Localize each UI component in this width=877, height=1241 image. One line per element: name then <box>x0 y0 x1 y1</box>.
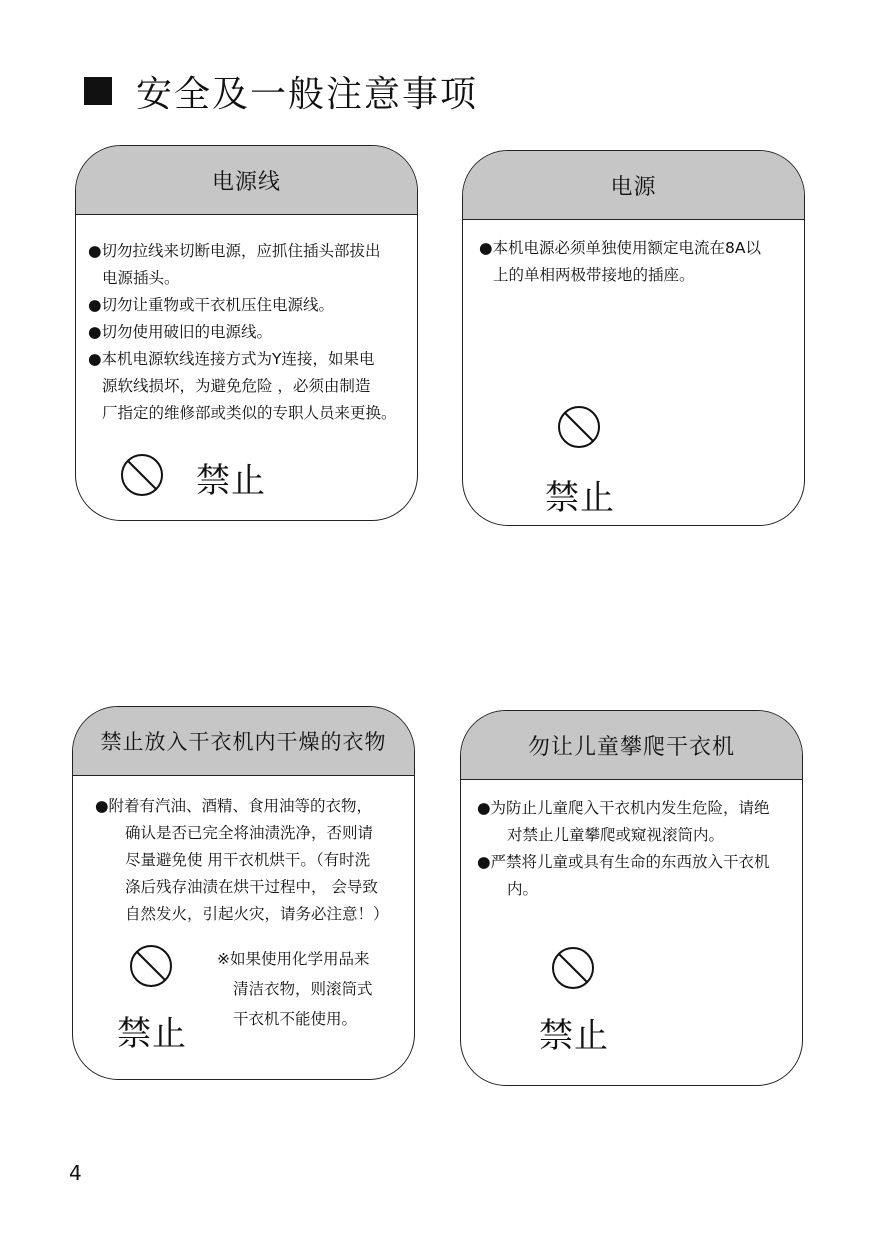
heading-square-icon <box>84 77 112 105</box>
list-item: ●为防止儿童爬入干衣机内发生危险，请绝 <box>477 799 770 817</box>
list-item-continuation: 源软线损坏，为避免危险 ，必须由制造 <box>102 377 371 395</box>
list-item-continuation: 自然发火，引起火灾，请务必注意！） <box>125 905 389 923</box>
list-item: ●附着有汽油、酒精、食用油等的衣物， <box>95 797 373 815</box>
list-item: ●本机电源必须单独使用额定电流在8A以 <box>479 239 761 257</box>
prohibit-label: 禁止 <box>545 478 615 518</box>
card-children-safety <box>460 710 803 1086</box>
note-line: ※如果使用化学用品来 <box>217 950 370 968</box>
card-title: 电源线 <box>76 146 417 215</box>
list-item: ●本机电源软线连接方式为Y连接，如果电 <box>88 350 375 368</box>
card-power-cord <box>75 145 418 521</box>
list-item: ●切勿使用破旧的电源线。 <box>88 323 273 341</box>
prohibit-circle-icon <box>557 405 601 449</box>
list-item: ●切勿拉线来切断电源，应抓住插头部拔出 <box>88 242 381 260</box>
page-number: 4 <box>69 1161 82 1185</box>
card-prohibited-clothes <box>72 706 415 1080</box>
list-item-continuation: 对禁止儿童攀爬或窥视滚筒内。 <box>507 826 725 844</box>
prohibit-label: 禁止 <box>117 1014 187 1054</box>
list-item: ●严禁将儿童或具有生命的东西放入干衣机 <box>477 853 770 871</box>
page-title: 安全及一般注意事项 <box>136 73 479 115</box>
list-item-continuation: 涤后残存油渍在烘干过程中， 会导致 <box>125 878 378 896</box>
card-title: 勿让儿童攀爬干衣机 <box>461 711 802 780</box>
list-item: ●切勿让重物或干衣机压住电源线。 <box>88 296 335 314</box>
list-item-continuation: 内。 <box>507 880 539 898</box>
card-title: 禁止放入干衣机内干燥的衣物 <box>73 707 414 776</box>
prohibit-circle-icon <box>129 944 173 988</box>
prohibit-circle-icon <box>120 453 164 497</box>
list-item-continuation: 厂指定的维修部或类似的专职人员来更换。 <box>102 404 397 422</box>
card-power-supply <box>462 150 805 526</box>
list-item-continuation: 电源插头。 <box>102 269 180 287</box>
note-line: 干衣机不能使用。 <box>233 1010 358 1028</box>
card-title: 电源 <box>463 151 804 220</box>
prohibit-circle-icon <box>551 946 595 990</box>
page-heading <box>84 68 478 114</box>
list-item-continuation: 尽量避免使 用干衣机烘干。（有时洗 <box>125 851 371 869</box>
prohibit-label: 禁止 <box>539 1016 609 1056</box>
list-item-continuation: 确认是否已完全将油渍洗净，否则请 <box>125 824 374 842</box>
prohibit-label: 禁止 <box>196 461 266 501</box>
note-line: 清洁衣物，则滚筒式 <box>233 980 373 998</box>
list-item-continuation: 上的单相两极带接地的插座。 <box>493 266 695 284</box>
